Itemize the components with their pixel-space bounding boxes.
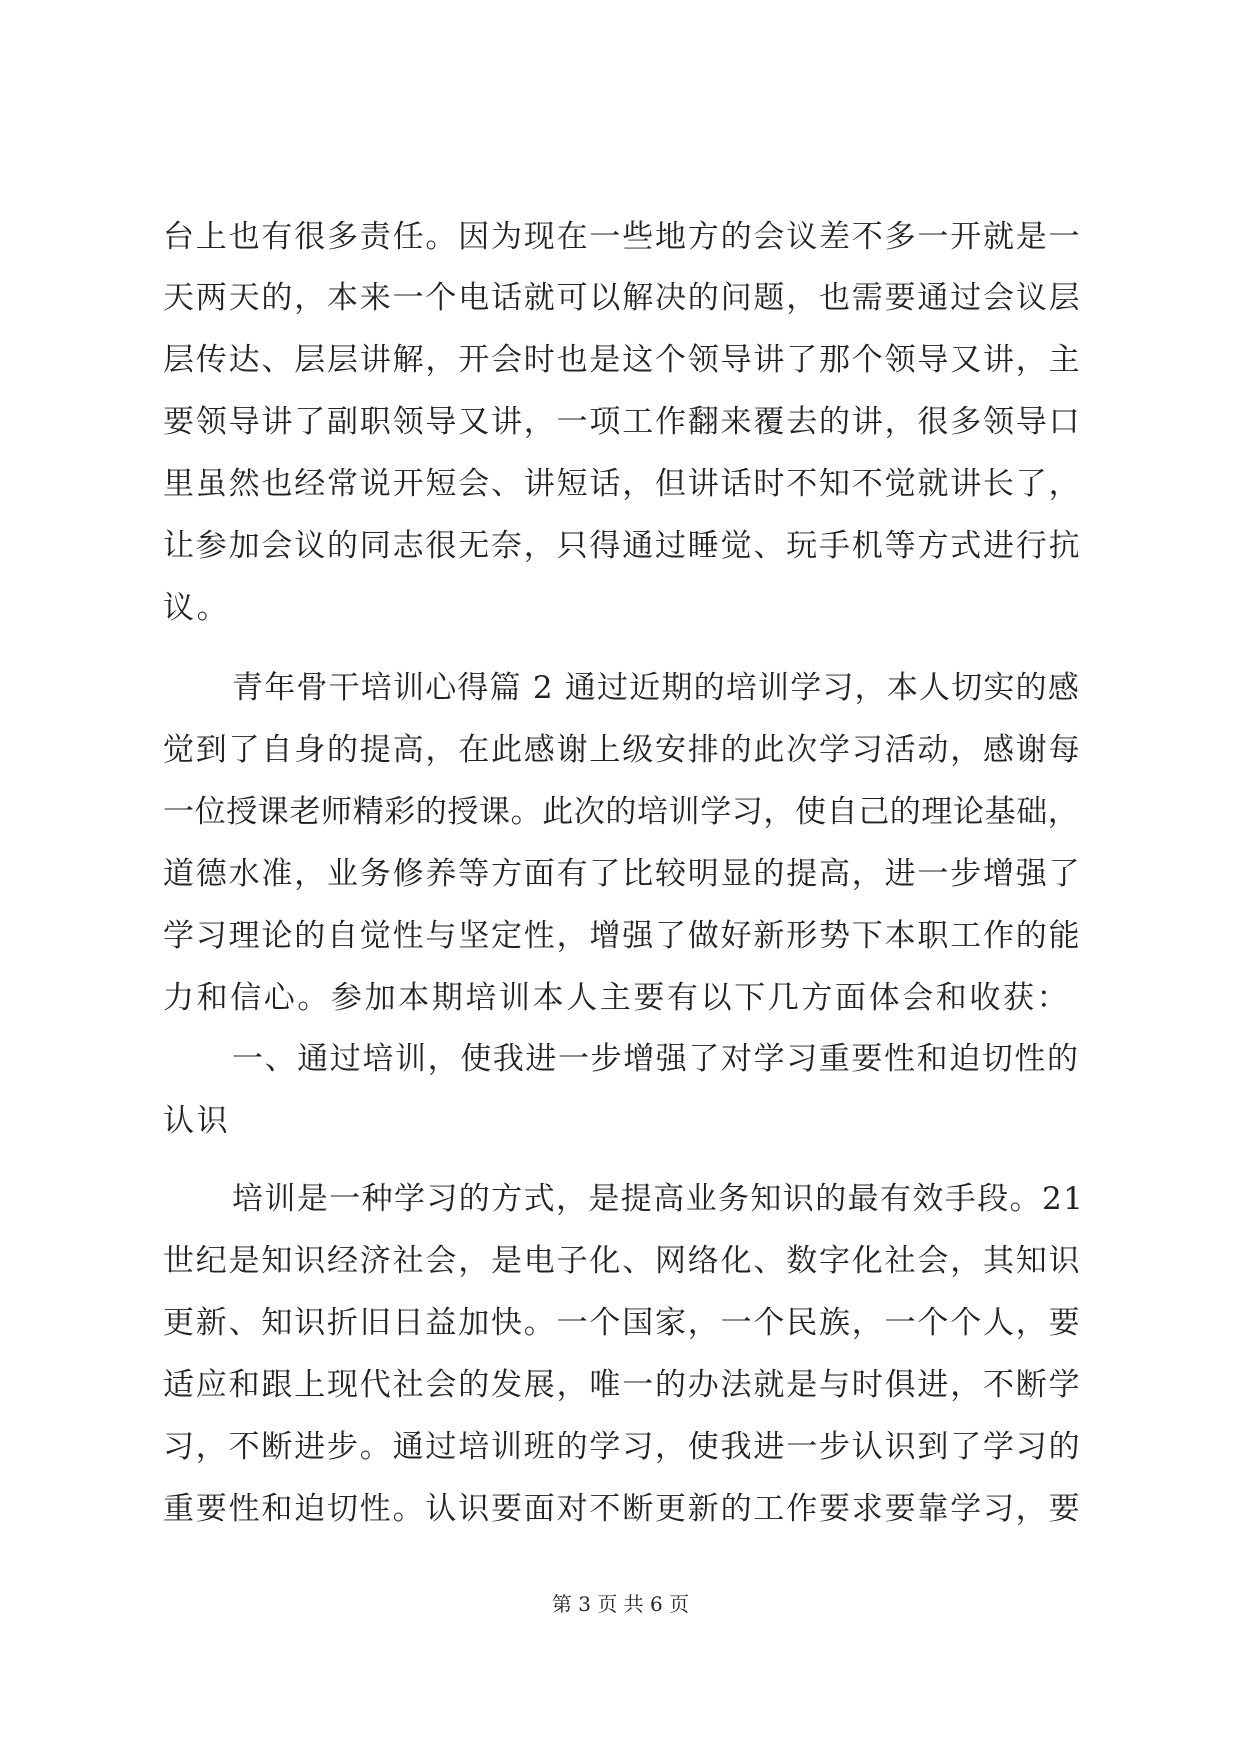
text-line: 层传达、层层讲解，开会时也是这个领导讲了那个领导又讲，主	[163, 342, 1082, 378]
paragraph-first-line: 青年骨干培训心得篇 2 通过近期的培训学习，本人切实的感	[232, 670, 1081, 706]
section-heading-continued: 认识	[163, 1103, 231, 1139]
text-line: 道德水准，业务修养等方面有了比较明显的提高，进一步增强了	[163, 856, 1082, 892]
text-line: 一位授课老师精彩的授课。此次的培训学习，使自己的理论基础，	[163, 794, 1080, 830]
text-line: 天两天的，本来一个电话就可以解决的问题，也需要通过会议层	[163, 280, 1082, 316]
text-line: 重要性和迫切性。认识要面对不断更新的工作要求要靠学习，要	[163, 1491, 1082, 1527]
text-line: 学习理论的自觉性与坚定性，增强了做好新形势下本职工作的能	[163, 918, 1082, 954]
text-line: 要领导讲了副职领导又讲，一项工作翻来覆去的讲，很多领导口	[163, 404, 1082, 440]
paragraph-first-line: 培训是一种学习的方式，是提高业务知识的最有效手段。21	[232, 1181, 1085, 1217]
page-number-footer: 第 3 页 共 6 页	[551, 1592, 690, 1616]
text-line: 习，不断进步。通过培训班的学习，使我进一步认识到了学习的	[163, 1429, 1082, 1465]
text-line: 让参加会议的同志很无奈，只得通过睡觉、玩手机等方式进行抗	[163, 528, 1082, 564]
text-line: 议。	[163, 590, 231, 626]
text-line: 世纪是知识经济社会，是电子化、网络化、数字化社会，其知识	[163, 1243, 1082, 1279]
text-line: 更新、知识折旧日益加快。一个国家，一个民族，一个个人，要	[163, 1305, 1082, 1341]
text-line: 适应和跟上现代社会的发展，唯一的办法就是与时俱进，不断学	[163, 1367, 1082, 1403]
text-line: 里虽然也经常说开短会、讲短话，但讲话时不知不觉就讲长了，	[163, 466, 1082, 502]
section-heading: 一、通过培训，使我进一步增强了对学习重要性和迫切性的	[232, 1041, 1080, 1077]
text-line: 台上也有很多责任。因为现在一些地方的会议差不多一开就是一	[163, 219, 1082, 255]
text-line: 觉到了自身的提高，在此感谢上级安排的此次学习活动，感谢每	[163, 732, 1082, 768]
text-line: 力和信心。参加本期培训本人主要有以下几方面体会和收获：	[163, 980, 1071, 1016]
